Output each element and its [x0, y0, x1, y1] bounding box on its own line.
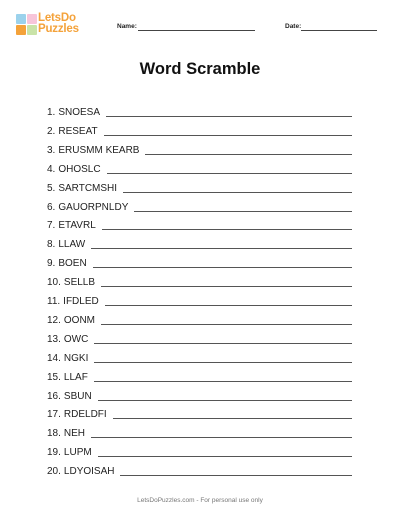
item-number: 15.	[47, 371, 61, 383]
logo-line-2: Puzzles	[38, 23, 79, 35]
scrambled-word: OWC	[63, 333, 89, 345]
scrambled-word: NEH	[63, 428, 86, 440]
item-number: 4.	[47, 163, 56, 175]
item-number: 18.	[47, 428, 61, 440]
scramble-row	[47, 308, 352, 326]
item-number: 10.	[47, 277, 61, 289]
item-number: 1.	[47, 107, 56, 118]
item-number: 11.	[47, 296, 61, 307]
answer-line[interactable]	[120, 475, 352, 476]
answer-line[interactable]	[94, 381, 352, 382]
item-number: 3.	[47, 144, 56, 156]
answer-line[interactable]	[123, 192, 352, 193]
item-number: 20.	[47, 466, 61, 478]
scrambled-word: OONM	[63, 314, 96, 326]
scramble-row	[47, 384, 352, 402]
scramble-row	[47, 251, 352, 269]
scramble-row	[47, 365, 352, 383]
answer-line[interactable]	[101, 286, 352, 287]
scramble-row	[47, 100, 352, 118]
answer-line[interactable]	[98, 400, 352, 401]
scrambled-word: LLAF	[63, 371, 88, 383]
item-number: 6.	[47, 201, 56, 213]
scrambled-word: LLAW	[58, 239, 86, 251]
scrambled-word: IFDLED	[63, 296, 99, 307]
scrambled-word: LUPM	[63, 447, 92, 459]
scramble-row	[47, 440, 352, 458]
scramble-row	[47, 346, 352, 364]
footer-text: LetsDoPuzzles.com - For personal use only	[137, 497, 263, 504]
scrambled-word: ERUSMM KEARB	[58, 144, 140, 156]
item-number: 12.	[47, 314, 61, 326]
scrambled-word: SELLB	[63, 277, 96, 289]
scrambled-word: SARTCMSHI	[58, 182, 118, 194]
answer-line[interactable]	[113, 418, 352, 419]
answer-line[interactable]	[91, 437, 352, 438]
answer-line[interactable]	[98, 456, 352, 457]
scramble-row	[47, 270, 352, 288]
date-label: Date:	[285, 23, 302, 30]
item-number: 2.	[47, 125, 56, 137]
scrambled-word: SBUN	[63, 390, 92, 402]
item-number: 16.	[47, 390, 61, 402]
answer-line[interactable]	[91, 248, 352, 249]
name-label: Name:	[117, 23, 137, 30]
scramble-row	[47, 138, 352, 156]
answer-line[interactable]	[102, 229, 352, 230]
scrambled-word: RDELDFI	[63, 409, 107, 421]
answer-line[interactable]	[93, 267, 352, 268]
answer-line[interactable]	[106, 116, 352, 117]
scramble-row	[47, 459, 352, 477]
answer-line[interactable]	[94, 343, 352, 344]
item-number: 7.	[47, 220, 56, 232]
answer-line[interactable]	[94, 362, 352, 363]
scrambled-word: RESEAT	[58, 125, 98, 137]
item-number: 9.	[47, 258, 56, 270]
scramble-row	[47, 327, 352, 345]
item-number: 13.	[47, 333, 61, 345]
scrambled-word: OHOSLC	[58, 163, 101, 175]
item-number: 14.	[47, 352, 61, 364]
answer-line[interactable]	[104, 135, 352, 136]
item-number: 8.	[47, 239, 56, 251]
scramble-row	[47, 119, 352, 137]
item-number: 17.	[47, 409, 61, 421]
item-number: 5.	[47, 182, 56, 194]
scramble-row	[47, 402, 352, 420]
scramble-row	[47, 213, 352, 231]
answer-line[interactable]	[107, 173, 352, 174]
scramble-row	[47, 232, 352, 250]
scrambled-word: BOEN	[58, 258, 87, 270]
scrambled-word: NGKI	[63, 352, 89, 364]
scramble-row	[47, 176, 352, 194]
answer-line[interactable]	[101, 324, 352, 325]
answer-line[interactable]	[105, 305, 352, 306]
scrambled-word: SNOESA	[58, 107, 101, 118]
logo-line-1: LetsDo	[38, 12, 76, 24]
scramble-row	[47, 421, 352, 439]
scramble-row	[47, 289, 352, 307]
scrambled-word: LDYOISAH	[63, 466, 115, 478]
scramble-row	[47, 157, 352, 175]
item-number: 19.	[47, 447, 61, 459]
answer-line[interactable]	[134, 211, 352, 212]
scrambled-word: ETAVRL	[58, 220, 96, 232]
page-title: Word Scramble	[139, 60, 261, 78]
answer-line[interactable]	[145, 154, 352, 155]
scrambled-word: GAUORPNLDY	[58, 201, 129, 213]
scramble-row	[47, 195, 352, 213]
